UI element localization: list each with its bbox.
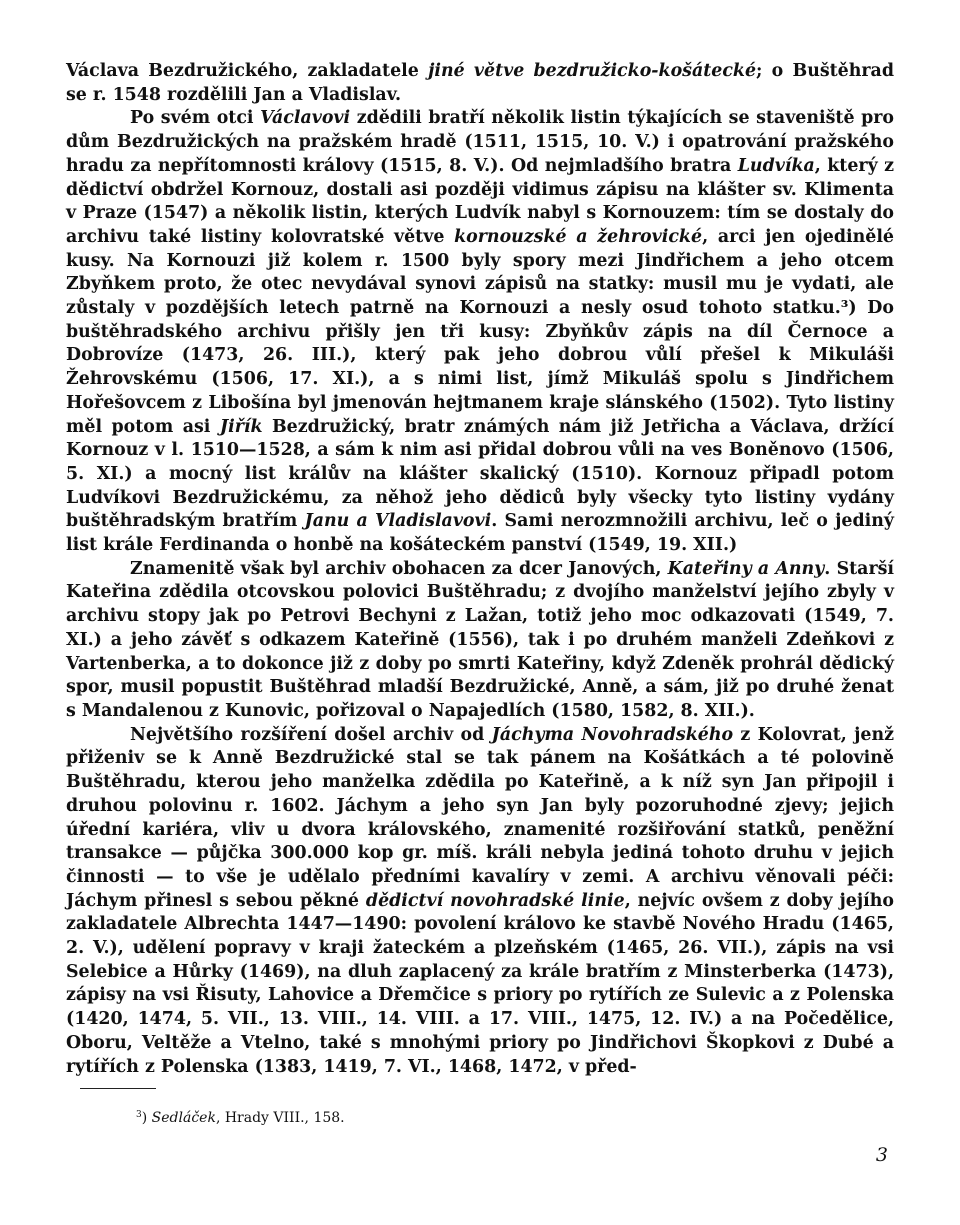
italic-name: dědictví novohradské linie [365, 890, 625, 911]
italic-name: Jáchyma Novohradského [491, 724, 734, 745]
italic-name: Kateřiny a Anny [667, 558, 825, 579]
footnote-text: , Hrady VIII., 158. [215, 1110, 345, 1126]
text-run: Bezdružický, bratr známých nám již Jetřicha a Václava, držící Kornouz v l. 1510—1528, a sám k nim asi přidal dobrou vůli na ves Boněnovo (1506, 5. XI.) a mocný list králův na klášter skalický (1510). Kornouz připadl potom Ludvíkovi Bezdružickému, za něhož jeho dědiců byly všecky tyto listiny vydány buštěhradským bratřím [66, 416, 895, 532]
text-run: Největšího rozšíření došel archiv od [130, 724, 492, 745]
italic-name: kornouzské a žehrovické [454, 226, 703, 247]
text-run: zdědili bratří několik listin týkajících se staveniště pro dům Bezdružických na pražském hradě (1511, 1515, 10. V.) i opatrování pražského hradu za nepřítomnosti královy (1515, 8. V.). Od nejmladšího bratra [66, 108, 894, 176]
paragraph [66, 107, 894, 557]
footnote-marker: 3 [136, 1110, 142, 1120]
text-run: . Starší Kateřina zdědila otcovskou polovici Buštěhradu; z dvojího manželství jejího zbyly v archivu stopy jak po Petrovi Bechyni z Lažan, totiž jeho moc odkazovati (1549, 7. XI.) a jeho závěť s odkazem Kateřině (1556), tak i po druhém manželi Zdeňkovi z Vartenberka, a to dokonce již z doby po smrti Kateřiny, když Zdeněk prohrál dědický spor, musil popustit Buštěhrad mladší Bezdružické, Anně, a sám, již po druhé ženat s Mandalenou z Kunovic, pořizoval o Napajedlích (1580, 1582, 8. XII.). [66, 558, 895, 721]
document-body [66, 60, 894, 1079]
paragraph [66, 558, 894, 724]
paragraph [66, 724, 894, 1080]
text-run: ; o Buštěhrad se r. 1548 rozdělili Jan a Vladislav. [66, 61, 894, 105]
italic-name: Janu a Vladislavovi [304, 511, 492, 532]
page-number: 3 [875, 1144, 888, 1166]
footnote-author: Sedláček [151, 1110, 216, 1126]
text-run: Znamenitě však byl archiv obohacen za dcer Janových, [130, 558, 668, 579]
italic-name: Jiřík [219, 416, 263, 437]
text-run: Po svém otci [130, 108, 261, 129]
text-run: Václava Bezdružického, zakladatele [66, 61, 429, 81]
text-run: , arci jen ojedinělé kusy. Na Kornouzi již kolem r. 1500 byly spory mezi Jindřichem a jeho otcem Zbyňkem proto, že otec nevydával synovi zápisů na statky: musil mu je vydati, ale zůstaly v pozdějších letech patrně na Kornouzi a nesly osud tohoto statku.³) Do buštěhradského archivu přišly jen tři kusy: Zbyňkův zápis na díl Černoce a Dobrovíze (1473, 26. III.), který pak jeho dobrou vůlí přešel k Mikuláši Žehrovskému (1506, 17. XI.), a s nimi list, jímž Mikuláš spolu s Jindřichem Hořešovcem z Libošína byl jmenován hejtmanem kraje slánského (1502). Tyto listiny měl potom asi [66, 226, 894, 437]
text-run: , nejvíc ovšem z doby jejího zakladatele Albrechta 1447—1490: povolení královo ke stavbě Nového Hradu (1465, 2. V.), udělení popravy v kraji žateckém a plzeňském (1465, 26. VII.), zápis na vsi Selebice a Hůrky (1469), na dluh zaplacený za krále bratřím z Minsterberka (1473), zápisy na vsi Řisuty, Lahovice a Dřemčice s priory po rytířích ze Sulevic a z Polenska (1420, 1474, 5. VII., 13. VIII., 14. VIII. a 17. VIII., 1475, 12. IV.) a na Počedělice, Oboru, Veltěže a Vtelno, také s mnohými priory po Jindřichovi Škopkovi z Dubé a rytířích z Polenska (1383, 1419, 7. VI., 1468, 1472, v před- [66, 890, 894, 1077]
text-run: . Sami nerozmnožili archivu, leč o jediný list krále Ferdinanda o honbě na košáteckém panství (1549, 19. XII.) [66, 511, 894, 556]
italic-name: Václavovi [260, 108, 351, 129]
footnote: $^3$) Sedláček, Hrady VIII., 158. [136, 1110, 345, 1126]
text-run: z Kolovrat, jenž přiženiv se k Anně Bezdružické stal se tak pánem na Košátkách a té polovině Buštěhradu, kterou jeho manželka zdědila po Kateřině, a k níž syn Jan připojil i druhou polovinu r. 1602. Jáchym a jeho syn Jan byly pozoruhodné zjevy; jejich úřední kariéra, vliv u dvora královského, znamenité rozšiřování statků, peněžní transakce — půjčka 300.000 kop gr. míš. králi nebyla jediná tohoto druhu v jejich činnosti — to vše je udělalo předními kavalíry v zemi. A archivu věnovali péči: Jáchym přinesl s sebou pěkné [66, 724, 895, 911]
text-run: , který z dědictví obdržel Kornouz, dostali asi později vidimus zápisu na klášter sv. Klimenta v Praze (1547) a několik listin, kterých Ludvík nabyl s Kornouzem: tím se dostaly do archivu také listiny kolovratské větve [66, 155, 894, 247]
italic-name: jiné větve bezdružicko-košátecké [428, 61, 757, 81]
footnote-divider [80, 1088, 156, 1089]
italic-name: Ludvíka [737, 155, 815, 176]
paragraph-continuation [66, 60, 894, 107]
